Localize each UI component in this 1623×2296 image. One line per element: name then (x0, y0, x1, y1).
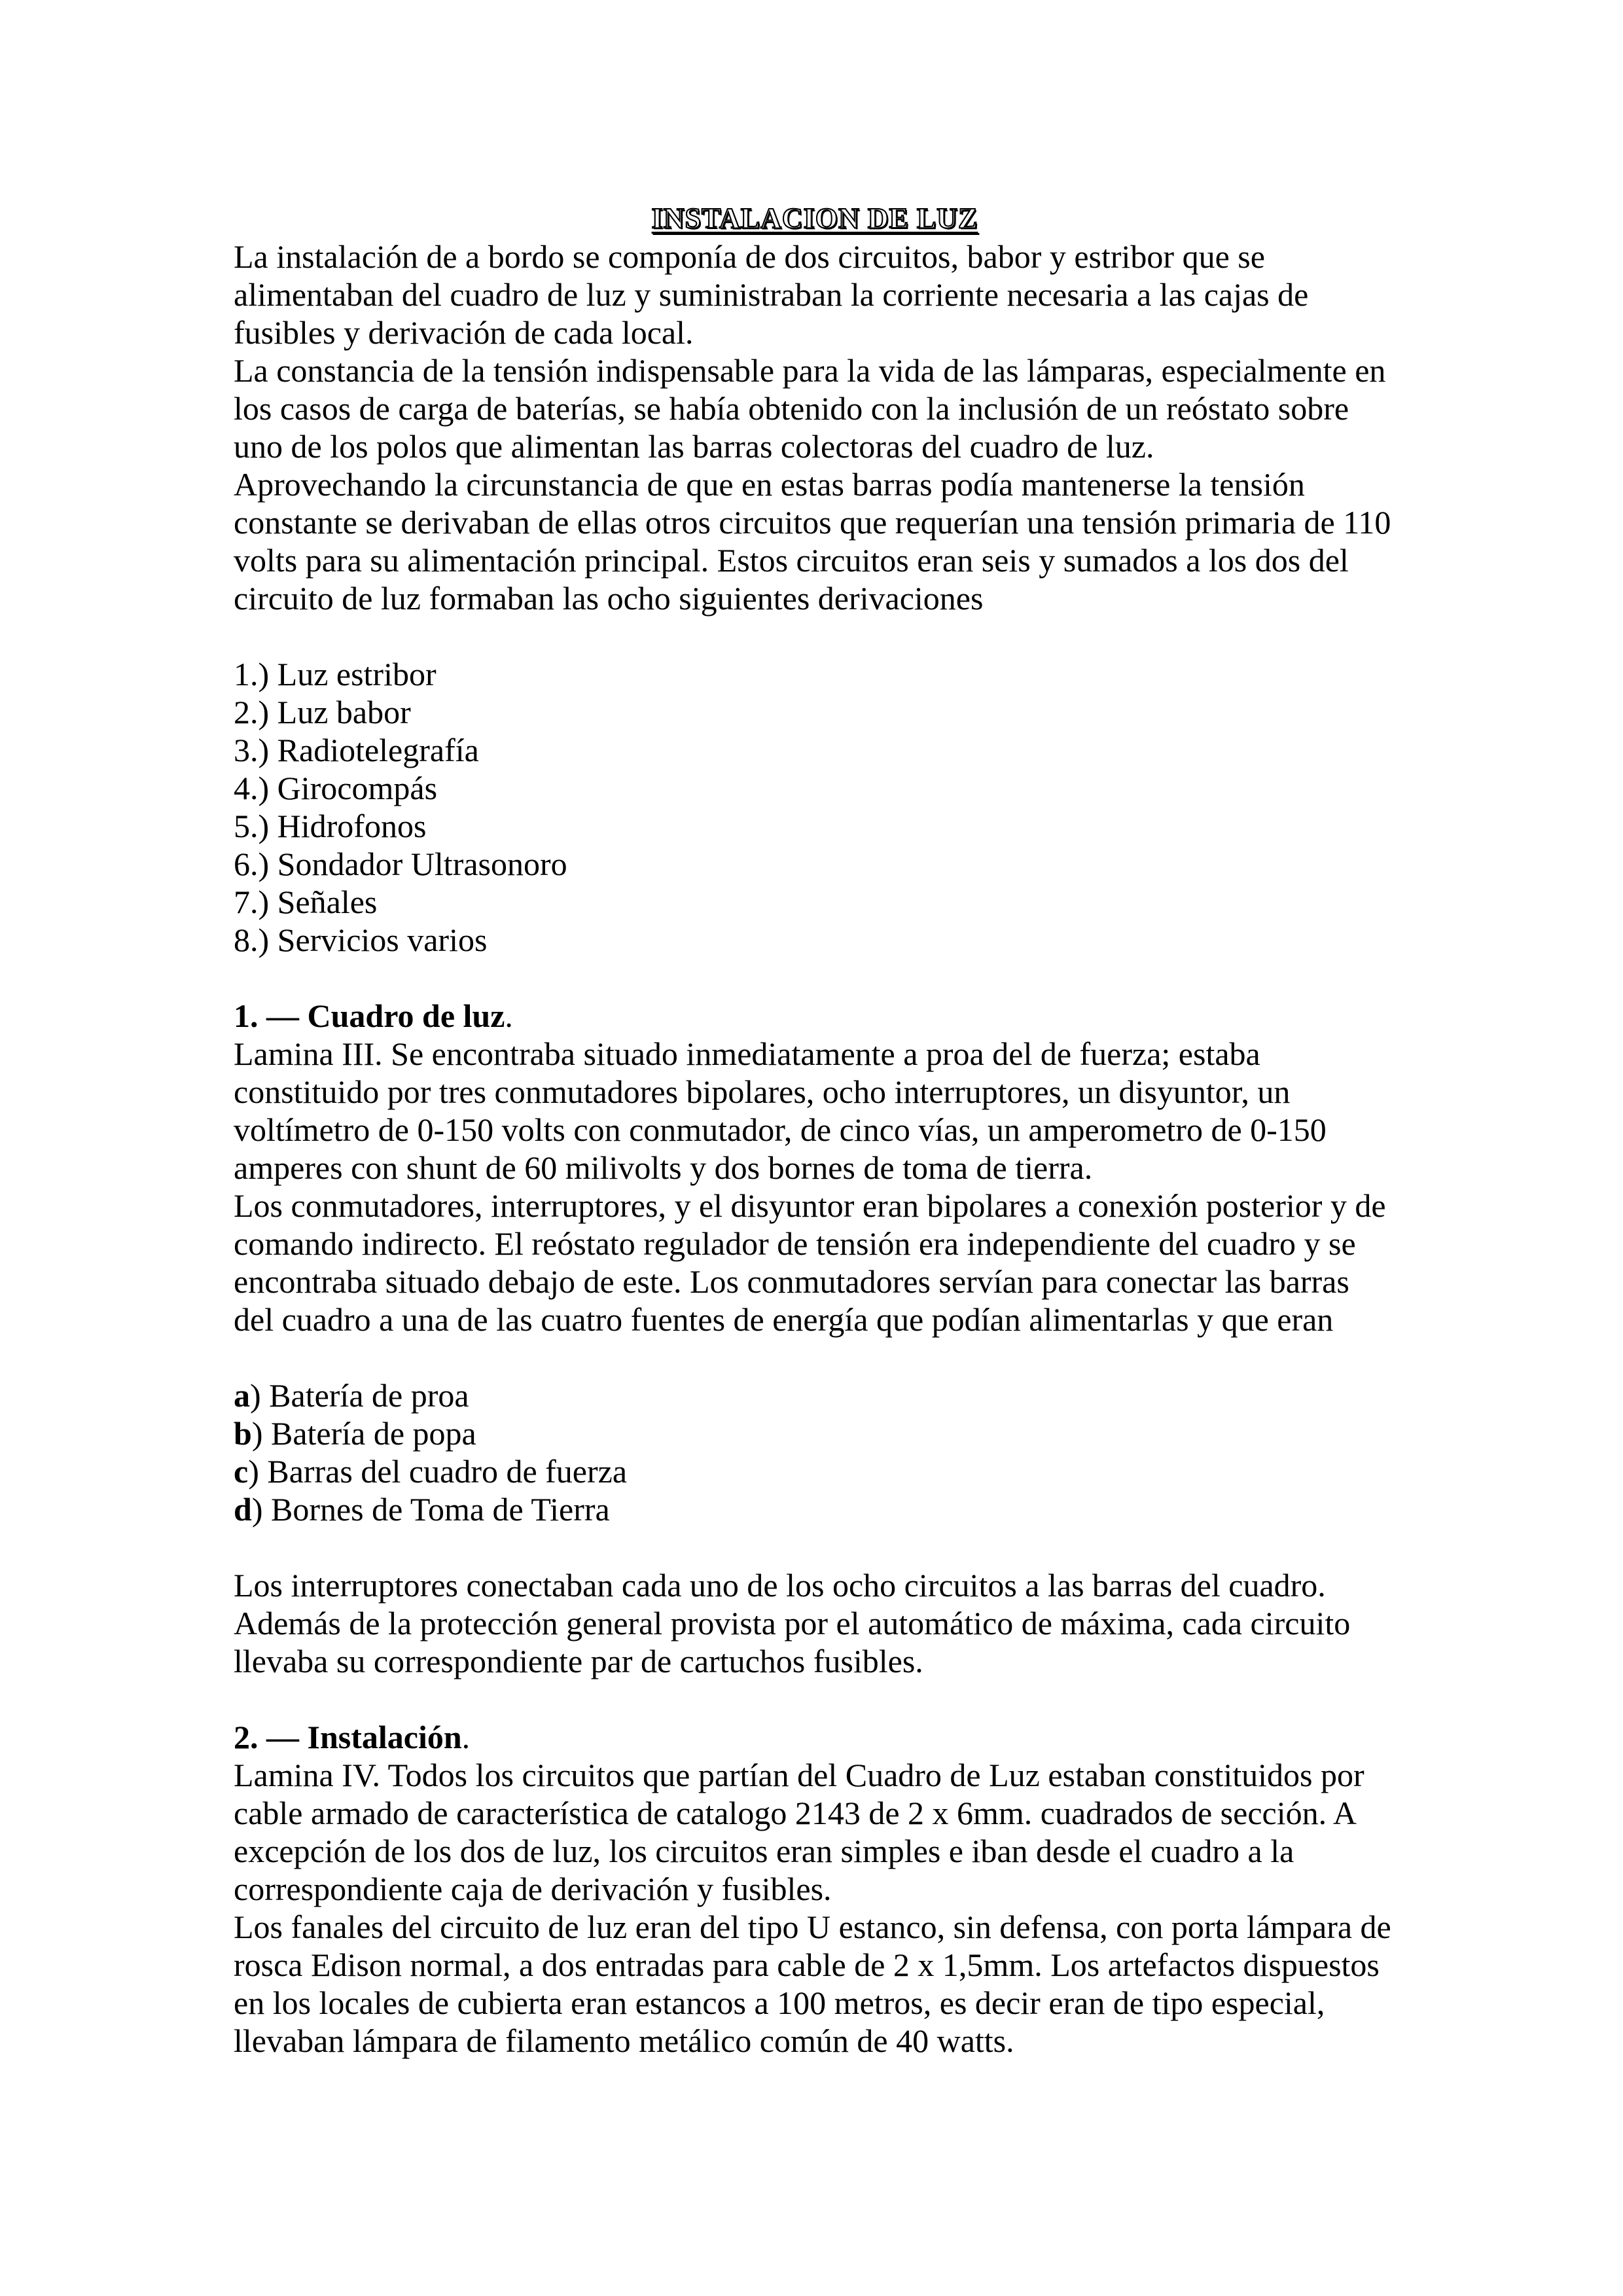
text-segment: fusibles y derivación de cada local. (234, 314, 694, 351)
text-line (234, 1225, 1412, 1263)
text-line (234, 1908, 1412, 1946)
text-segment: 8.) Servicios varios (234, 922, 488, 958)
text-segment: voltímetro de 0-150 volts con conmutador, de cinco vías, un amperometro de 0-150 (234, 1111, 1327, 1148)
text-line (234, 1604, 1412, 1642)
text-line (234, 1566, 1412, 1604)
text-segment: amperes con shunt de 60 milivolts y dos bornes de toma de tierra. (234, 1149, 1093, 1186)
text-segment: constituido por tres conmutadores bipolares, ocho interruptores, un disyuntor, un (234, 1073, 1291, 1110)
text-line (234, 1756, 1412, 1794)
text-segment: 3.) Radiotelegrafía (234, 732, 479, 768)
text-line (234, 1263, 1412, 1300)
text-line (234, 1870, 1412, 1908)
text-segment: Los conmutadores, interruptores, y el disyuntor eran bipolares a conexión posterior y de (234, 1187, 1386, 1224)
blank-line (234, 959, 1412, 997)
document-title (234, 200, 1396, 238)
text-line (234, 1073, 1412, 1111)
text-line (234, 1490, 1412, 1528)
text-line (234, 503, 1412, 541)
text-line (234, 1832, 1412, 1870)
blank-line (234, 1528, 1412, 1566)
text-line (234, 2022, 1412, 2060)
text-line (234, 351, 1412, 389)
text-segment: ) Batería de proa (250, 1377, 469, 1414)
text-line (234, 579, 1412, 617)
text-segment: llevaba su correspondiente par de cartuchos fusibles. (234, 1643, 923, 1679)
text-line (234, 389, 1412, 427)
text-line (234, 693, 1412, 731)
text-segment: 1.) Luz estribor (234, 656, 437, 692)
text-segment: 5.) Hidrofonos (234, 808, 427, 844)
text-segment: . (461, 1719, 471, 1755)
section-heading (234, 1718, 1412, 1756)
text-line (234, 921, 1412, 959)
text-segment: 2. — Instalación (234, 1719, 462, 1755)
text-segment: en los locales de cubierta eran estancos a 100 metros, es decir eran de tipo especial, (234, 1984, 1325, 2021)
text-line (234, 541, 1412, 579)
text-segment: constante se derivaban de ellas otros circuitos que requerían una tensión primaria de 110 (234, 504, 1391, 541)
text-line (234, 1984, 1412, 2022)
text-segment: cable armado de característica de catalogo 2143 de 2 x 6mm. cuadrados de sección. A (234, 1795, 1357, 1831)
text-line (234, 238, 1412, 276)
text-line (234, 769, 1412, 807)
text-segment: 7.) Señales (234, 884, 378, 920)
text-line (234, 465, 1412, 503)
text-line (234, 1414, 1412, 1452)
blank-line (234, 1338, 1412, 1376)
text-segment: Los fanales del circuito de luz eran del tipo U estanco, sin defensa, con porta lámpara de (234, 1909, 1391, 1945)
blank-line (234, 1680, 1412, 1718)
text-segment: d (234, 1491, 252, 1528)
text-segment: circuito de luz formaban las ocho siguientes derivaciones (234, 580, 984, 617)
text-segment: Aprovechando la circunstancia de que en estas barras podía mantenerse la tensión (234, 466, 1305, 503)
text-segment: alimentaban del cuadro de luz y suministraban la corriente necesaria a las cajas de (234, 276, 1309, 313)
text-segment: uno de los polos que alimentan las barras colectoras del cuadro de luz. (234, 428, 1154, 465)
text-line (234, 276, 1412, 314)
text-line (234, 731, 1412, 769)
text-line (234, 1187, 1412, 1225)
text-segment: volts para su alimentación principal. Estos circuitos eran seis y sumados a los dos del (234, 542, 1349, 579)
text-segment: 1. — Cuadro de luz (234, 997, 505, 1034)
text-line (234, 1300, 1412, 1338)
text-line (234, 1111, 1412, 1149)
text-line (234, 314, 1412, 351)
text-segment: ) Bornes de Toma de Tierra (251, 1491, 610, 1528)
text-line (234, 1642, 1412, 1680)
text-line (234, 655, 1412, 693)
text-segment: 6.) Sondador Ultrasonoro (234, 846, 567, 882)
text-segment: 4.) Girocompás (234, 770, 438, 806)
text-line (234, 1035, 1412, 1073)
text-segment: c (234, 1453, 249, 1490)
text-line (234, 845, 1412, 883)
text-segment: encontraba situado debajo de este. Los conmutadores servían para conectar las barras (234, 1263, 1349, 1300)
text-segment: comando indirecto. El reóstato regulador de tensión era independiente del cuadro y se (234, 1225, 1356, 1262)
text-segment: ) Barras del cuadro de fuerza (248, 1453, 628, 1490)
text-segment: INSTALACION DE LUZ (651, 202, 978, 234)
section-heading (234, 997, 1412, 1035)
text-line (234, 427, 1412, 465)
text-segment: Lamina IV. Todos los circuitos que partían del Cuadro de Luz estaban constituidos por (234, 1757, 1364, 1793)
text-segment: llevaban lámpara de filamento metálico común de 40 watts. (234, 2022, 1014, 2059)
text-segment: . (505, 997, 513, 1034)
text-segment: Lamina III. Se encontraba situado inmediatamente a proa del de fuerza; estaba (234, 1035, 1260, 1072)
text-segment: los casos de carga de baterías, se había obtenido con la inclusión de un reóstato sobre (234, 390, 1349, 427)
text-line (234, 1149, 1412, 1187)
blank-line (234, 617, 1412, 655)
text-segment: La instalación de a bordo se componía de dos circuitos, babor y estribor que se (234, 238, 1265, 275)
text-segment: correspondiente caja de derivación y fusibles. (234, 1871, 832, 1907)
text-line (234, 1794, 1412, 1832)
text-line (234, 807, 1412, 845)
text-segment: ) Batería de popa (251, 1415, 476, 1452)
text-segment: La constancia de la tensión indispensable para la vida de las lámparas, especialmente en (234, 352, 1386, 389)
text-segment: b (234, 1415, 252, 1452)
text-line (234, 883, 1412, 921)
text-segment: del cuadro a una de las cuatro fuentes de energía que podían alimentarlas y que eran (234, 1301, 1334, 1338)
text-segment: Además de la protección general provista por el automático de máxima, cada circuito (234, 1605, 1351, 1641)
text-segment: Los interruptores conectaban cada uno de los ocho circuitos a las barras del cuadro. (234, 1567, 1326, 1604)
text-line (234, 1946, 1412, 1984)
text-segment: a (234, 1377, 250, 1414)
text-line (234, 1376, 1412, 1414)
text-line (234, 1452, 1412, 1490)
text-segment: excepción de los dos de luz, los circuitos eran simples e iban desde el cuadro a la (234, 1833, 1294, 1869)
document-page (234, 200, 1412, 2060)
text-segment: rosca Edison normal, a dos entradas para cable de 2 x 1,5mm. Los artefactos dispuestos (234, 1946, 1380, 1983)
text-segment: 2.) Luz babor (234, 694, 411, 730)
